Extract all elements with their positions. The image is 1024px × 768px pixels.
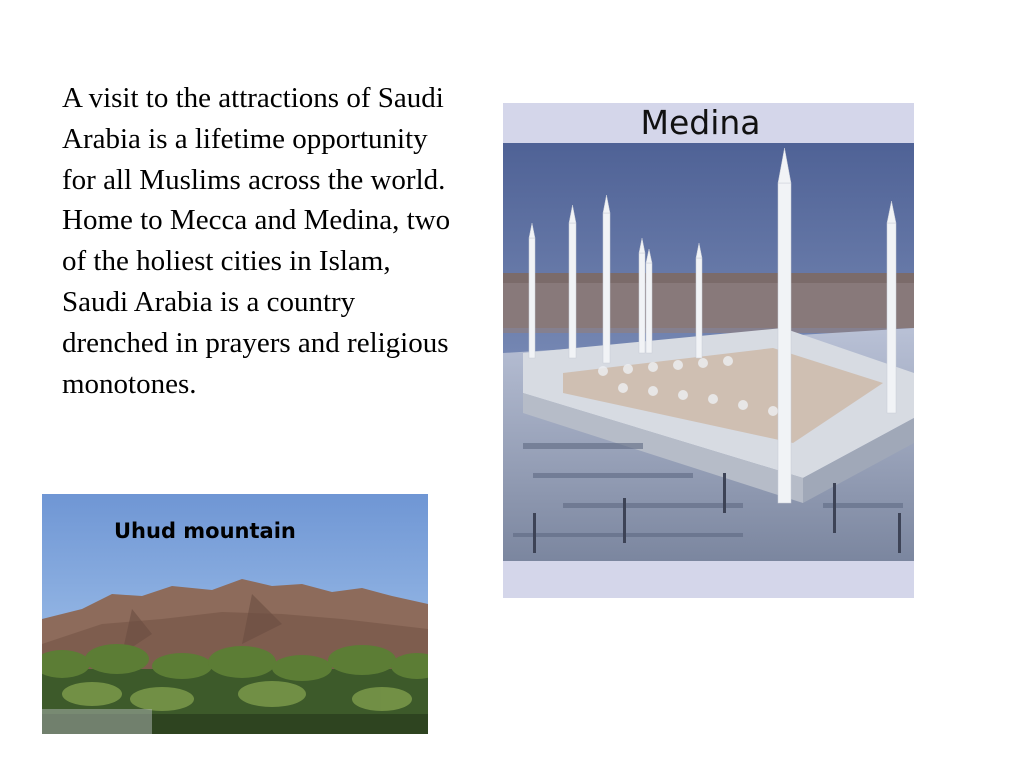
medina-panel <box>503 103 914 598</box>
medina-caption-label: Medina <box>640 103 761 142</box>
medina-mosque-image <box>503 143 914 561</box>
uhud-panel <box>42 494 428 734</box>
body-text: A visit to the attractions of Saudi Arabia is a lifetime opportunity for all Muslims across the world. Home to Mecca and Medina, two of the holiest cities in Islam, Saudi Arabia is a country drenched in prayers and religious monotones. <box>62 82 451 400</box>
medina-caption <box>503 103 914 143</box>
uhud-caption: Uhud mountain <box>114 519 296 543</box>
